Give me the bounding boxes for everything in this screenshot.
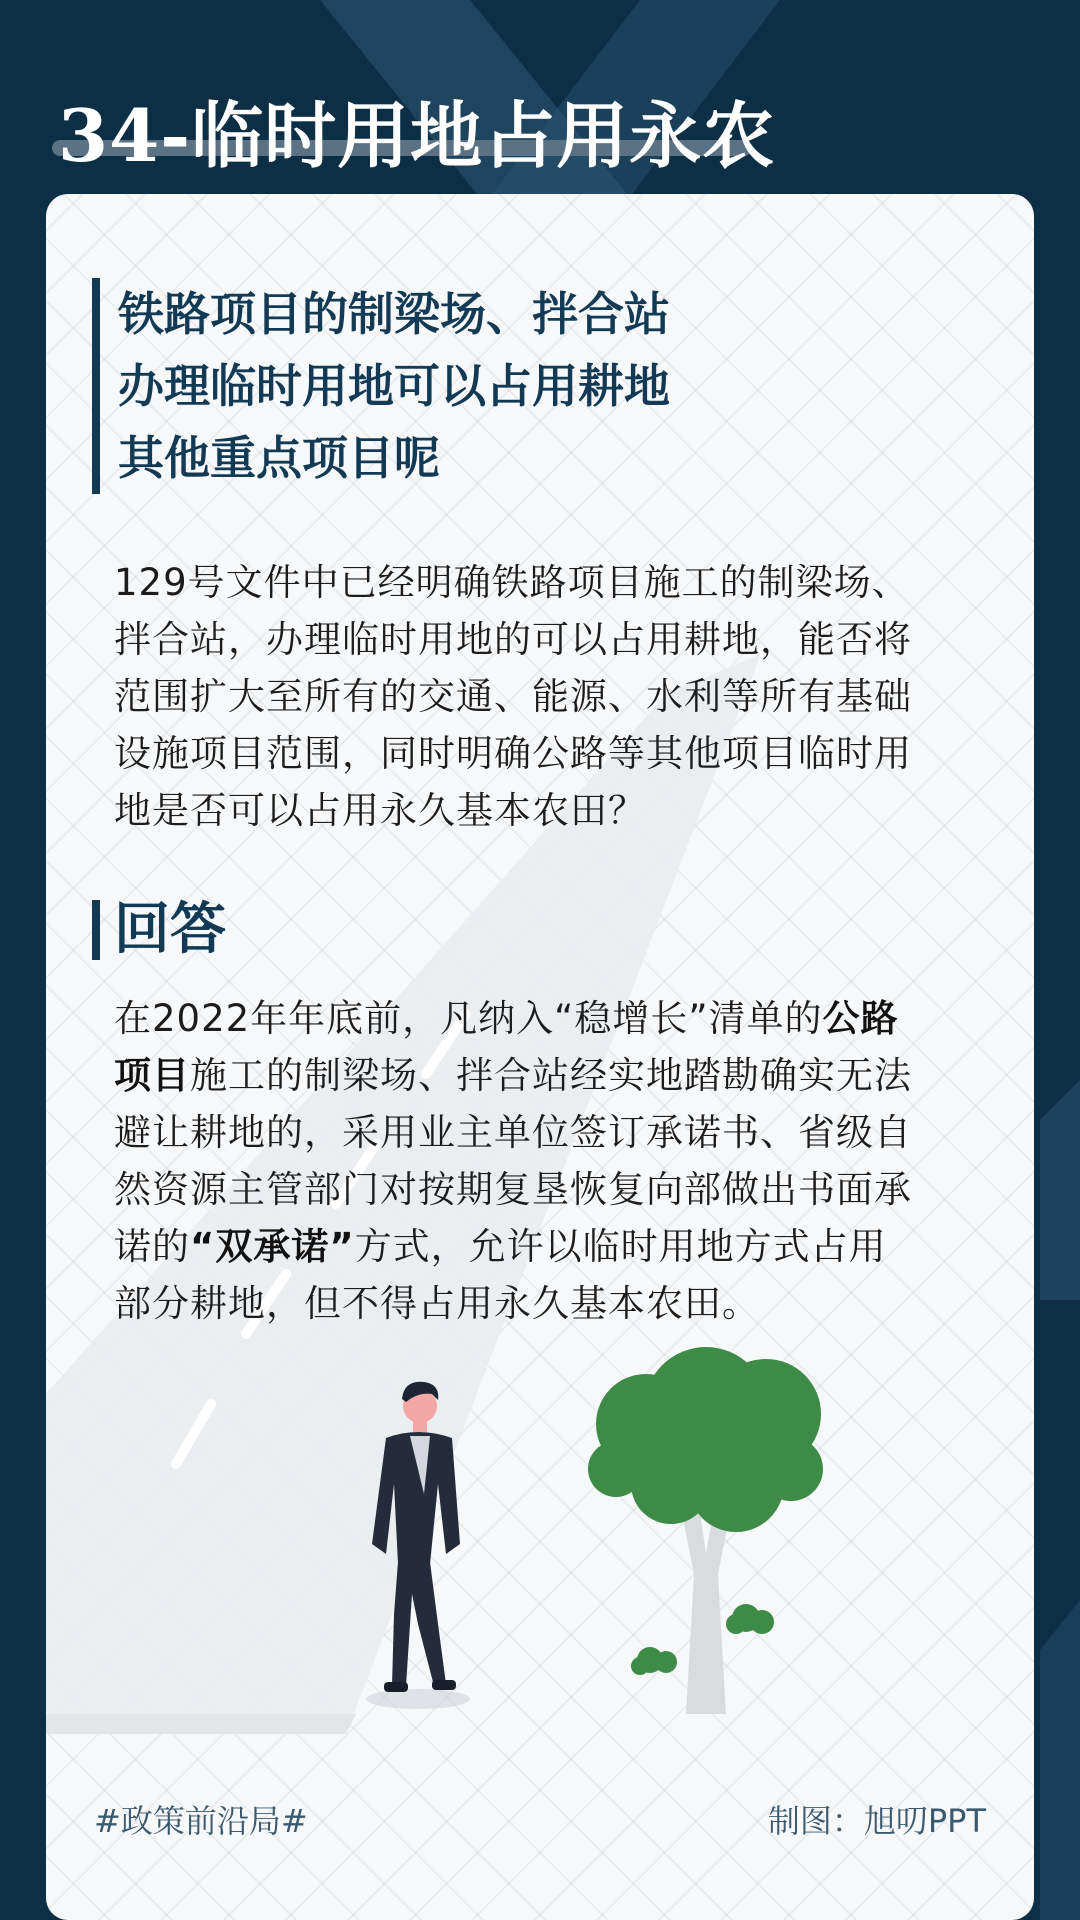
answer-line	[114, 990, 974, 1047]
content-card	[46, 194, 1034, 1920]
answer-body	[114, 990, 974, 1332]
answer-line	[114, 1047, 974, 1104]
question-body-line: 范围扩大至所有的交通、能源、水利等所有基础	[114, 675, 912, 718]
answer-heading: 回答	[92, 900, 226, 960]
question-line: 其他重点项目呢	[118, 431, 440, 485]
answer-text-span: 诺的	[114, 1225, 190, 1268]
page-title: 34-临时用地占用永农	[58, 93, 776, 178]
hashtag-label: #政策前沿局#	[94, 1802, 308, 1840]
answer-bold-span: 项目	[114, 1054, 190, 1097]
answer-bold-span: “双承诺”	[190, 1225, 355, 1268]
question-body-line: 129号文件中已经明确铁路项目施工的制梁场、	[114, 561, 910, 604]
answer-line	[114, 1218, 974, 1275]
answer-bold-span: 公路	[822, 997, 899, 1040]
answer-text-span: 施工的制梁场、拌合站经实地踏勘确实无法	[190, 1054, 912, 1097]
question-body-line: 地是否可以占用永久基本农田？	[114, 789, 646, 832]
answer-line: 部分耕地，但不得占用永久基本农田。	[114, 1282, 760, 1325]
question-body-line: 设施项目范围，同时明确公路等其他项目临时用	[114, 732, 912, 775]
credit-label: 制图：旭叨PPT	[767, 1802, 986, 1840]
answer-text-span: 方式，允许以临时用地方式占用	[354, 1225, 887, 1268]
question-line: 铁路项目的制梁场、拌合站	[118, 287, 670, 341]
question-line: 办理临时用地可以占用耕地	[118, 359, 670, 413]
question-heading	[92, 278, 978, 494]
question-body	[114, 554, 954, 839]
answer-line: 避让耕地的，采用业主单位签订承诺书、省级自	[114, 1111, 912, 1154]
tree-illustration	[588, 1347, 823, 1714]
question-body-line: 拌合站，办理临时用地的可以占用耕地，能否将	[114, 618, 912, 661]
answer-line: 然资源主管部门对按期复垦恢复向部做出书面承	[114, 1168, 912, 1211]
answer-text-span: 在2022年年底前，凡纳入“稳增长”清单的	[114, 997, 823, 1040]
